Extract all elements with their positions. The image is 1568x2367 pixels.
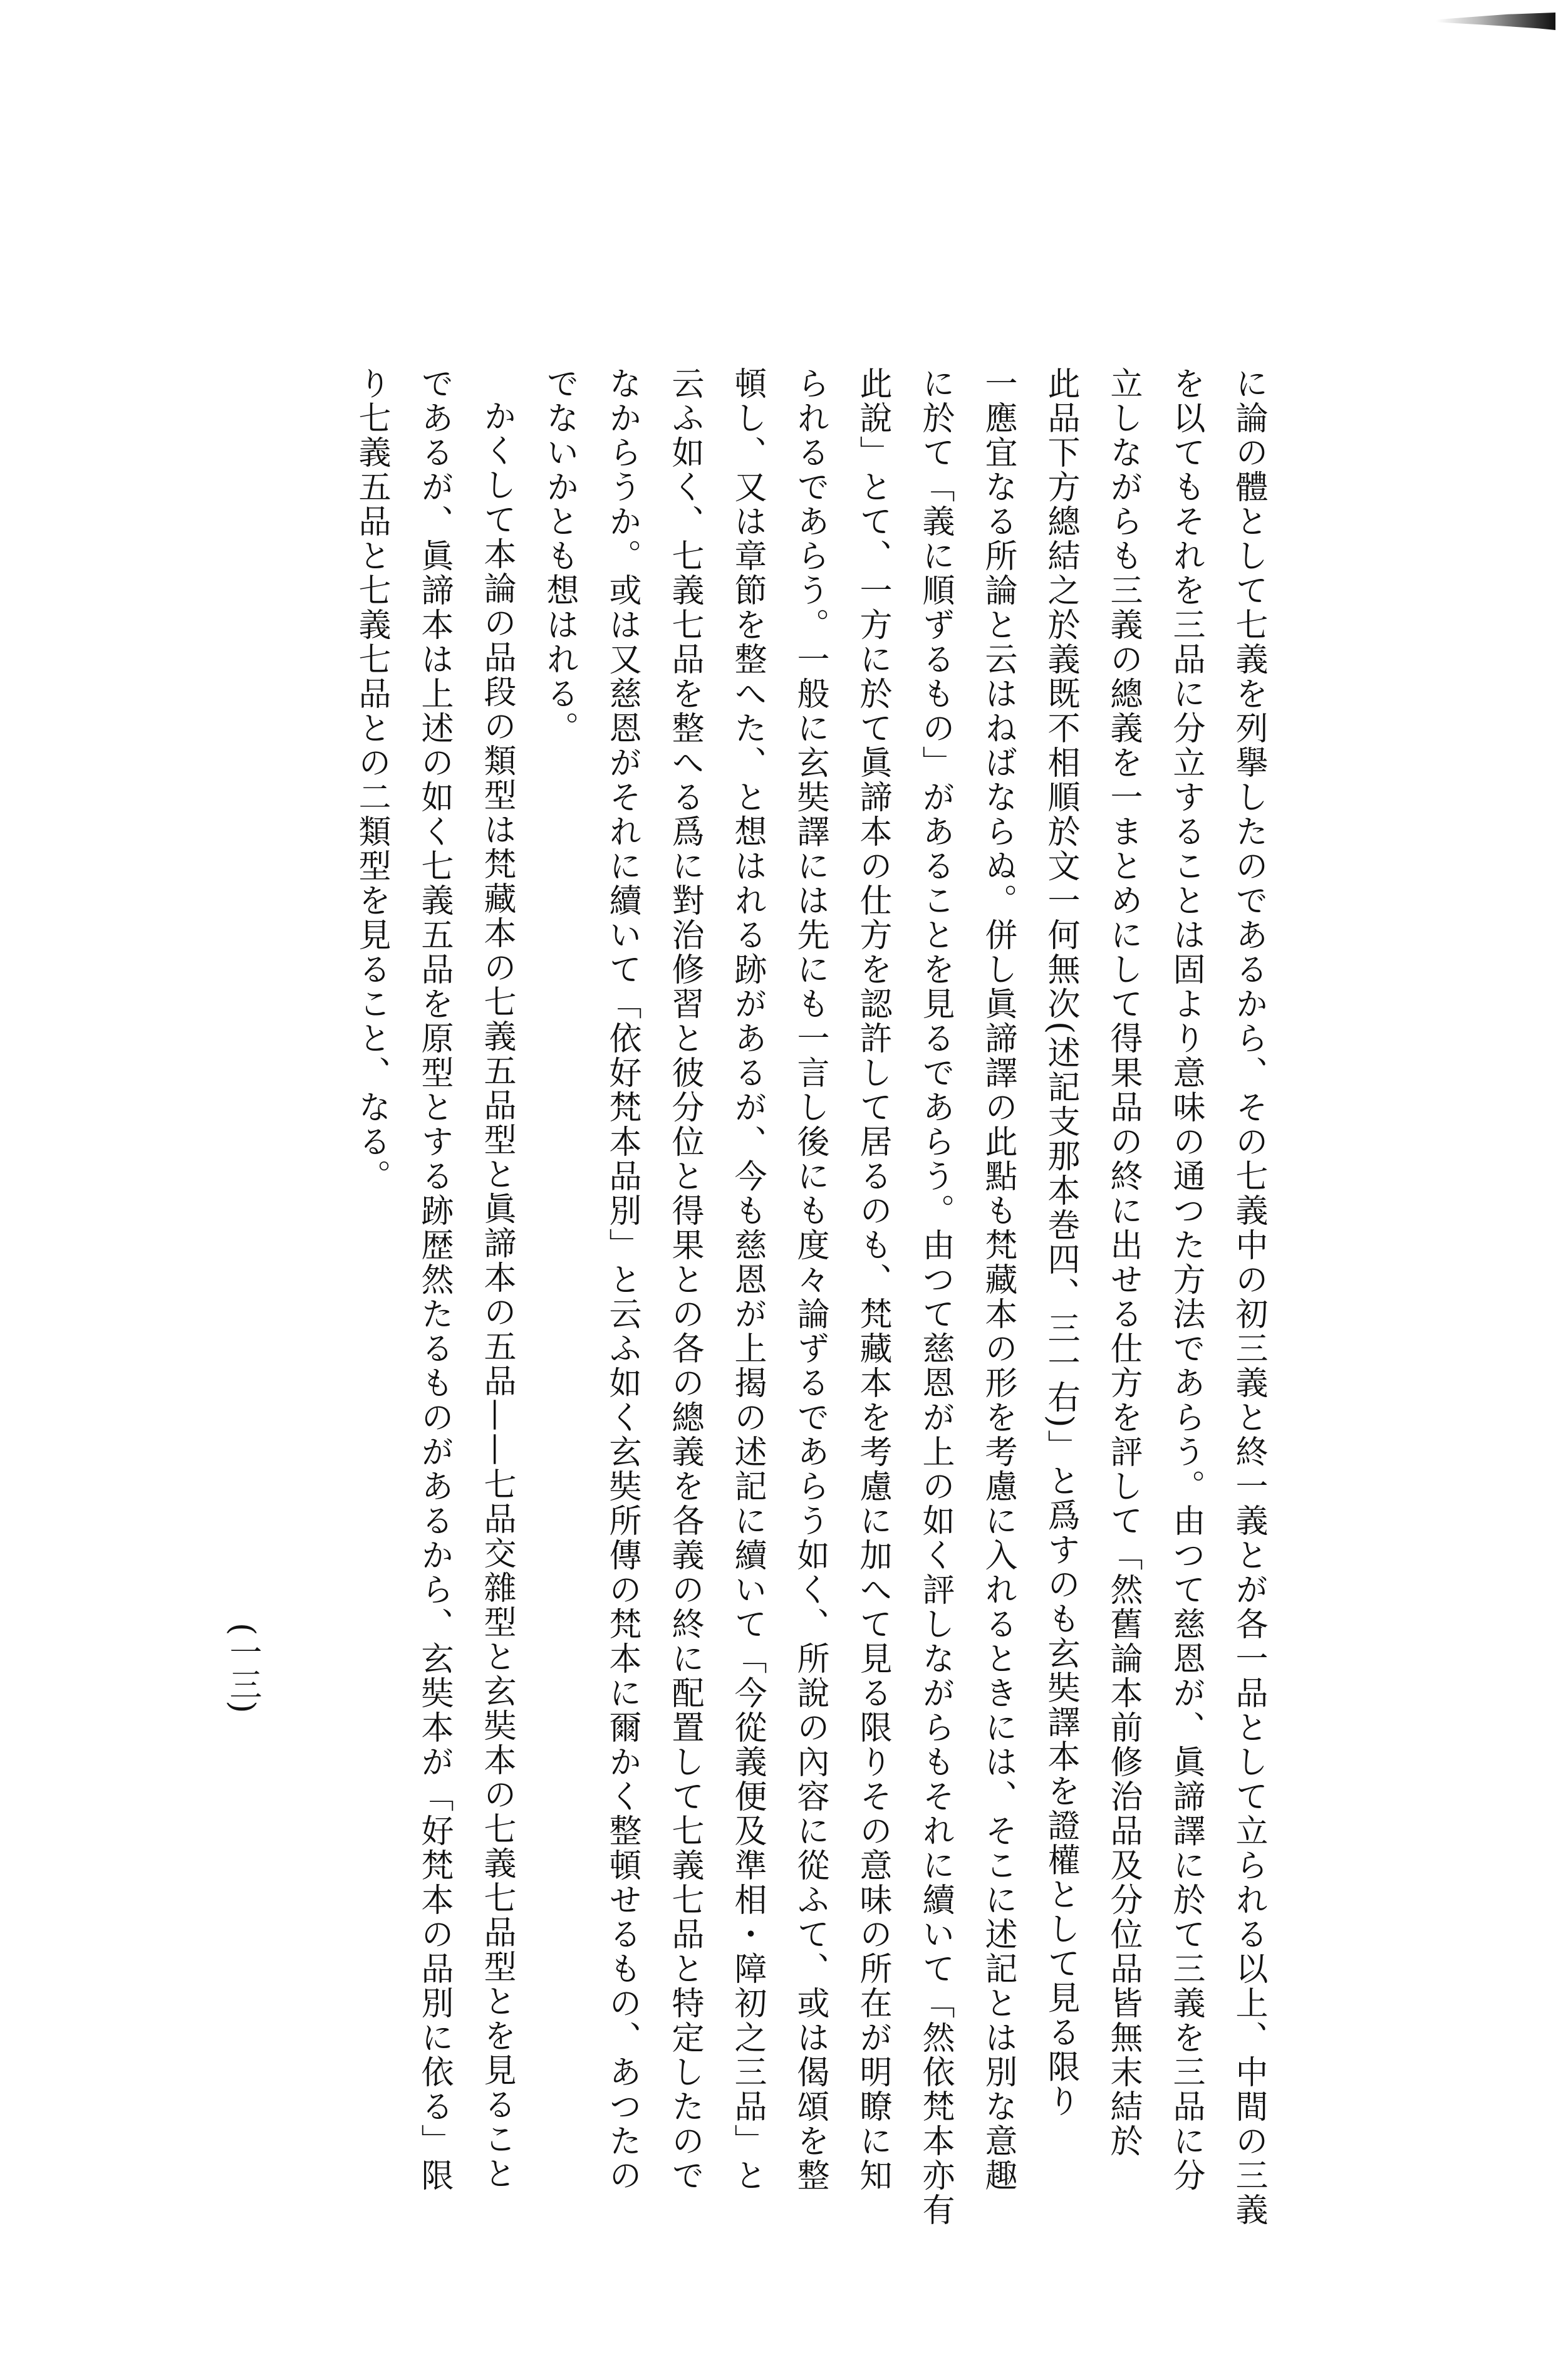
text-line: 頓し、又は章節を整へた、と想はれる跡があるが、今も慈恩が上揭の述記に續いて「今從義便及準相・障初之三品」と xyxy=(729,367,766,2193)
text-line: を以てもそれを三品に分立することは固より意味の通つた方法であらう。由つて慈恩が、眞諦譯に於て三義を三品に分 xyxy=(1167,367,1205,2193)
text-line: 一應宜なる所論と云はねばならぬ。併し眞諦譯の此點も梵藏本の形を考慮に入れるときには、そこに述記とは別な意趣 xyxy=(979,367,1017,2193)
text-line: 立しながらも三義の總義を一まとめにして得果品の終に出せる仕方を評して「然舊論本前修治品及分位品皆無末結於 xyxy=(1104,367,1142,2158)
text-line: なからうか。或は又慈恩がそれに續いて「依好梵本品別」と云ふ如く玄奘所傳の梵本に爾かく整頓せるもの、あつたの xyxy=(603,367,641,2193)
scan-smudge xyxy=(1436,13,1555,30)
page-number: (一三) xyxy=(224,1623,261,1714)
text-line: でないかとも想はれる。 xyxy=(541,367,578,746)
text-line: かくして本論の品段の類型は梵藏本の七義五品型と眞諦本の五品——七品交雜型と玄奘本の七義七品型とを見ること xyxy=(478,399,516,2191)
text-line: に於て「義に順ずるもの」があることを見るであらう。由つて慈恩が上の如く評しながらもそれに續いて「然依梵本亦有 xyxy=(916,367,954,2227)
text-line: 此說」とて、一方に於て眞諦本の仕方を認許して居るのも、梵藏本を考慮に加へて見る限りその意味の所在が明瞭に知 xyxy=(854,367,891,2193)
text-line: られるであらう。一般に玄奘譯には先にも一言し後にも度々論ずるであらう如く、所說の內容に從ふて、或は偈頌を整 xyxy=(791,367,829,2193)
text-line: であるが、眞諦本は上述の如く七義五品を原型とする跡歴然たるものがあるから、玄奘本が「好梵本の品別に依る」限 xyxy=(415,367,453,2193)
text-line: り七義五品と七義七品との二類型を見ること、なる。 xyxy=(353,367,390,1194)
body-text xyxy=(340,367,1280,2227)
text-line: に論の體として七義を列擧したのであるから、その七義中の初三義と終一義とが各一品として立られる以上、中間の三義 xyxy=(1230,367,1267,2227)
text-line: 云ふ如く、七義七品を整へる爲に對治修習と彼分位と得果との各の總義を各義の終に配置して七義七品と特定したので xyxy=(666,367,704,2193)
text-line: 此品下方總結之於義既不相順於文一何無次(述記支那本巻四、三一右)」と爲すのも玄奘譯本を證權として見る限り xyxy=(1042,367,1079,2119)
